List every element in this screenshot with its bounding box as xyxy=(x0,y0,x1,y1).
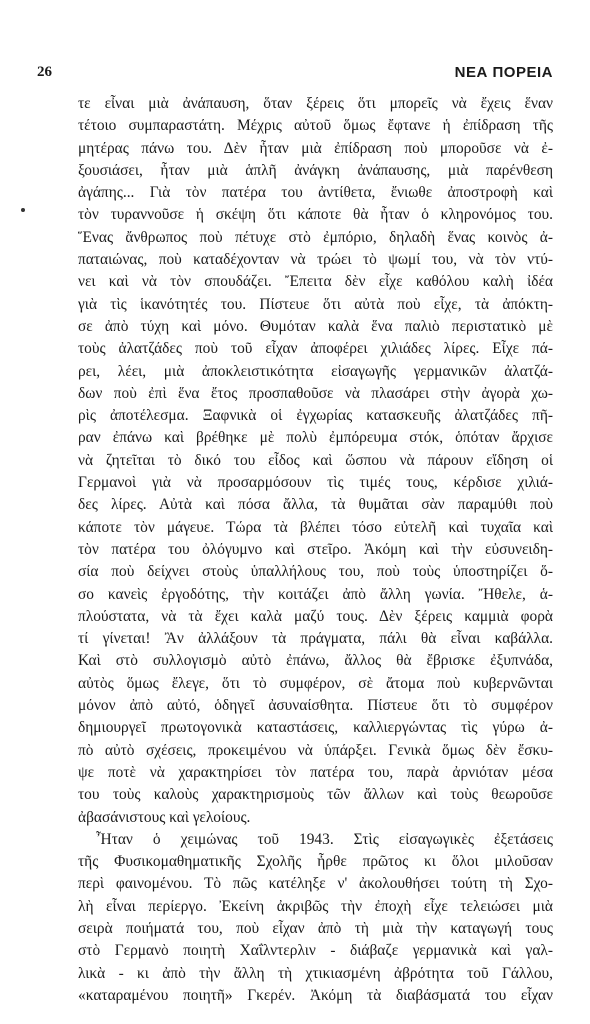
text-line: τῆς Φυσικομαθηματικῆς Σχολῆς ἦρθε πρῶτος κι ὅλοι μιλοῦσαν xyxy=(78,853,553,871)
text-line: Ἕνας ἄνθρωπος ποὺ πέτυχε στὸ ἐμπόριο, δηλαδὴ ἕνας κοινὸς ἀ- xyxy=(78,228,553,246)
page-header xyxy=(37,64,553,84)
text-line: σο κανεὶς ἐργοδότης, τὴν κοιτάζει ἀπὸ ἄλλη γωνία. Ἤθελε, ἁ- xyxy=(78,585,553,603)
text-line: στὸ Γερμανὸ ποιητὴ Χαΐλντερλιν - διάβαζε γερμανικὰ καὶ γαλ- xyxy=(78,942,553,960)
text-line: ἀγάπης... Γιὰ τὸν πατέρα του ἀντίθετα, ἔνιωθε ἀποστροφὴ καὶ xyxy=(78,184,553,202)
text-line: ἀβασάνιστους καὶ γελοίους. xyxy=(78,808,251,826)
text-line: ψε ποτὲ νὰ χαρακτηρίσει τὸν πατέρα του, παρὰ ἀρνιόταν μέσα xyxy=(78,763,553,781)
body-text xyxy=(78,93,553,1007)
text-line: μητέρας πάνω του. Δὲν ἦταν μιὰ ἐπίδραση ποὺ μποροῦσε νὰ ἐ- xyxy=(78,139,553,157)
margin-mark xyxy=(21,208,25,212)
text-line: ρει, λέει, μιὰ ἀποκλειστικότητα εἰσαγωγῆς γερμανικῶν ἀλατζά- xyxy=(78,362,553,380)
text-line: τὸν τυραννοῦσε ἡ σκέψη ὅτι κάποτε θὰ ἦταν ὁ κληρονόμος του. xyxy=(78,206,553,224)
text-line: κάποτε τὸν μάγευε. Τώρα τὰ βλέπει τόσο εὐτελῆ καὶ τυχαῖα καὶ xyxy=(78,518,553,536)
text-line: σειρὰ ποιήματά του, ποὺ εἶχαν ἀπὸ τὴ μιὰ τὴν καταγωγή τους xyxy=(78,919,553,937)
text-line: λὴ εἶναι περίεργο. Ἐκείνη ἀκριβῶς τὴν ἐποχὴ εἶχε τελειώσει μιὰ xyxy=(78,897,553,915)
text-line: δων ποὺ ἐπὶ ἕνα ἔτος προσπαθοῦσε νὰ πλασάρει στὴν ἀγορὰ χω- xyxy=(78,384,553,402)
text-line: περὶ φαινομένου. Τὸ πῶς κατέληξε ν' ἀκολουθήσει τούτη τὴ Σχο- xyxy=(78,875,553,893)
text-line: ξουσιάσει, ἦταν μιὰ ἁπλῆ ἀνάγκη ἀνάπαυσης, μιὰ παρένθεση xyxy=(78,161,553,179)
text-line: αὐτὸς ὅμως ἔλεγε, ὅτι τὸ συμφέρον, σὲ ἄτομα ποὺ κυβερνῶνται xyxy=(78,674,553,692)
text-line: του τοὺς καλοὺς χαρακτηρισμοὺς τῶν ἄλλων καὶ τοὺς θεωροῦσε xyxy=(78,786,553,804)
text-line: ραν ἐπάνω καὶ βρέθηκε μὲ πολὺ ἐμπόρευμα στόκ, ὁπόταν ἄρχισε xyxy=(78,429,553,447)
text-line: Καὶ στὸ συλλογισμὸ αὐτὸ ἐπάνω, ἄλλος θὰ ἔβρισκε ἐξυπνάδα, xyxy=(78,652,553,670)
text-line: τέτοιο συμπαραστάτη. Μέχρις αὐτοῦ ὅμως ἔφτανε ἡ ἐπίδραση τῆς xyxy=(78,117,553,135)
text-line: λικὰ - κι ἀπὸ τὴν ἄλλη τὴ χτικιασμένη ἀβρότητα τοῦ Γάλλου, xyxy=(78,964,553,982)
text-line: παταιώνας, ποὺ καταδέχονταν νὰ τρώει τὸ ψωμί του, νὰ τὸν ντύ- xyxy=(78,251,553,269)
text-line: Γερμανοὶ γιὰ νὰ προσαρμόσουν τὶς τιμές τους, κέρδισε χιλιά- xyxy=(78,474,553,492)
text-line: δες λίρες. Αὐτὰ καὶ πόσα ἄλλα, τὰ θυμᾶται σὰν παραμύθι ποὺ xyxy=(78,496,553,514)
text-line: μόνον ἀπὸ αὐτό, ὁδηγεῖ ἀσυναίσθητα. Πίστευε ὅτι τὸ συμφέρον xyxy=(78,697,553,715)
text-line: γιὰ τὶς ἱκανότητές του. Πίστευε ὅτι αὐτὰ ποὺ εἶχε, τὰ ἀπόκτη- xyxy=(78,295,553,313)
text-line: τί γίνεται! Ἂν ἀλλάξουν τὰ πράγματα, πάλι θὰ εἶναι καβάλλα. xyxy=(78,630,553,648)
text-line: Ἦταν ὁ χειμώνας τοῦ 1943. Στὶς εἰσαγωγικὲς ἐξετάσεις xyxy=(96,830,553,848)
text-line: πὸ αὐτὸ σχέσεις, προκειμένου νὰ ὑπάρξει. Γενικὰ ὅμως δὲν ἔσκυ- xyxy=(78,741,553,759)
text-line: «καταραμένου ποιητῆ» Γκερέν. Ἀκόμη τὰ διαβάσματά του εἶχαν xyxy=(78,986,553,1004)
text-line: τε εἶναι μιὰ ἀνάπαυση, ὅταν ξέρεις ὅτι μπορεῖς νὰ ἔχεις ἕναν xyxy=(78,95,553,112)
text-line: σε ἀπὸ τύχη καὶ μόνο. Θυμόταν καλὰ ἕνα παλιὸ περιστατικὸ μὲ xyxy=(78,317,553,335)
text-line: τοὺς ἀλατζάδες ποὺ τοῦ εἶχαν ἀποφέρει χιλιάδες λίρες. Εἶχε πά- xyxy=(78,340,553,358)
text-line: ρὶς ἀποτέλεσμα. Ξαφνικὰ οἱ ἐγχωρίας κατασκευῆς ἀλατζάδες πῆ- xyxy=(78,407,553,425)
text-line: νει καὶ νὰ τὸν σπουδάζει. Ἔπειτα δὲν εἶχε καθόλου καλὴ ἰδέα xyxy=(78,273,553,291)
text-line: δημιουργεῖ πρωτογονικὰ καταστάσεις, καλλιεργώντας τὶς γύρω ἀ- xyxy=(78,719,553,737)
text-line: σία ποὺ δείχνει στοὺς ὑπαλλήλους του, ποὺ τοὺς ὑποστηρίζει ὅ- xyxy=(78,563,553,581)
text-line: πλούστατα, νὰ τὰ ἔχει καλὰ μαζύ τους. Δὲν ξέρεις καμμιὰ φορὰ xyxy=(78,607,553,625)
page-number: 26 xyxy=(37,64,52,80)
journal-title: ΝΕΑ ΠΟΡΕΙΑ xyxy=(454,64,553,81)
text-line: νὰ ζητεῖται τὸ δικό του εἶδος καὶ ὥσπου νὰ πάρουν εἴδηση οἱ xyxy=(78,451,553,469)
text-line: τὸν πατέρα του ὀλόγυμνο καὶ στεῖρο. Ἀκόμη καὶ τὴν εὐσυνειδη- xyxy=(78,540,553,558)
